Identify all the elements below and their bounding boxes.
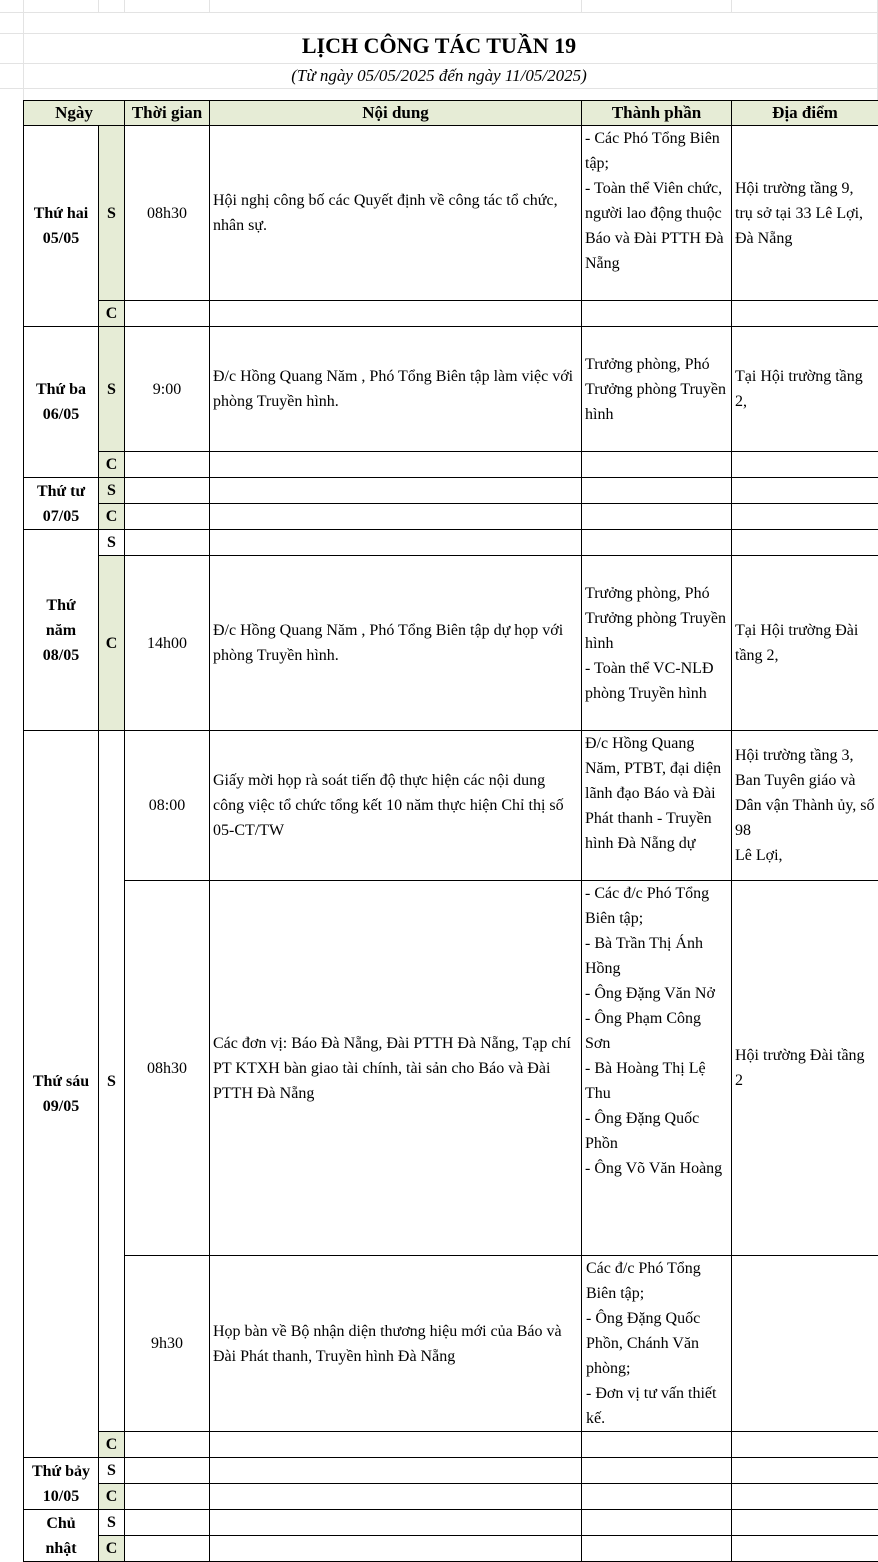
time-cell: 9:00 — [125, 327, 210, 452]
participants-cell — [582, 1432, 732, 1458]
location-cell: Tại Hội trường Đài tầng 2, — [732, 556, 878, 731]
content-cell — [210, 478, 582, 504]
location-cell — [732, 1256, 878, 1432]
sheet-gridline — [0, 63, 878, 64]
table-row — [24, 1432, 878, 1458]
location-cell — [732, 1432, 878, 1458]
location-cell — [732, 504, 878, 530]
table-row — [24, 1536, 878, 1562]
schedule-table — [23, 100, 878, 1562]
content-cell — [210, 1484, 582, 1510]
location-cell — [732, 1458, 878, 1484]
sheet-gridline — [0, 12, 878, 13]
table-row — [24, 504, 878, 530]
content-cell: Các đơn vị: Báo Đà Nẵng, Đài PTTH Đà Nẵng, Tạp chí PT KTXH bàn giao tài chính, tài sản cho Báo và Đài PTTH Đà Nẵng — [210, 881, 582, 1256]
location-cell — [732, 301, 878, 327]
table-row — [24, 452, 878, 478]
participants-cell — [582, 478, 732, 504]
day-cell-monday: Thứ hai 05/05 — [24, 126, 99, 327]
location-cell — [732, 478, 878, 504]
participants-cell — [582, 301, 732, 327]
content-cell — [210, 1432, 582, 1458]
time-cell: 08:00 — [125, 731, 210, 881]
content-cell: Đ/c Hồng Quang Năm , Phó Tổng Biên tập làm việc với phòng Truyền hình. — [210, 327, 582, 452]
time-cell — [125, 478, 210, 504]
participants-cell: Đ/c Hồng Quang Năm, PTBT, đại diện lãnh đạo Báo và Đài Phát thanh - Truyền hình Đà Nẵng dự — [582, 731, 732, 881]
participants-cell: - Các Phó Tổng Biên tập; - Toàn thể Viên chức, người lao động thuộc Báo và Đài PTTH Đà Nẵng — [582, 126, 732, 301]
content-cell: Giấy mời họp rà soát tiến độ thực hiện các nội dung công việc tổ chức tổng kết 10 năm thực hiện Chỉ thị số 05-CT/TW — [210, 731, 582, 881]
sheet-gridline — [581, 0, 582, 12]
participants-cell — [582, 1536, 732, 1562]
column-header-content: Nội dung — [210, 101, 582, 126]
content-cell — [210, 504, 582, 530]
participants-cell — [582, 530, 732, 556]
location-cell: Hội trường tầng 9, trụ sở tại 33 Lê Lợi, Đà Nẵng — [732, 126, 878, 301]
content-cell — [210, 1458, 582, 1484]
participants-cell — [582, 1510, 732, 1536]
table-row — [24, 1256, 878, 1432]
table-row — [24, 301, 878, 327]
time-cell — [125, 452, 210, 478]
time-cell — [125, 1510, 210, 1536]
participants-cell — [582, 504, 732, 530]
sheet-gridline — [209, 0, 210, 12]
sheet-gridline — [731, 0, 732, 12]
participants-cell: - Các đ/c Phó Tổng Biên tập; - Bà Trần Thị Ánh Hồng - Ông Đặng Văn Nở - Ông Phạm Công Sơn - Bà Hoàng Thị Lệ Thu - Ông Đặng Quốc Phồn - Ông Võ Văn Hoàng — [582, 881, 732, 1256]
day-cell-friday: Thứ sáu 09/05 — [24, 731, 99, 1458]
sheet-gridline — [98, 0, 99, 12]
sheet-gridline — [0, 88, 878, 89]
table-row — [24, 881, 878, 1256]
column-header-time: Thời gian — [125, 101, 210, 126]
content-cell: Họp bàn về Bộ nhận diện thương hiệu mới của Báo và Đài Phát thanh, Truyền hình Đà Nẵng — [210, 1256, 582, 1432]
location-cell: Tại Hội trường tầng 2, — [732, 327, 878, 452]
content-cell: Hội nghị công bố các Quyết định về công tác tổ chức, nhân sự. — [210, 126, 582, 301]
session-cell: C — [99, 1536, 125, 1562]
time-cell — [125, 1458, 210, 1484]
session-cell: S — [99, 1458, 125, 1484]
session-cell: C — [99, 556, 125, 731]
table-row — [24, 126, 878, 301]
session-cell: C — [99, 1484, 125, 1510]
table-row — [24, 1458, 878, 1484]
table-row — [24, 731, 878, 881]
participants-cell: Các đ/c Phó Tổng Biên tập; - Ông Đặng Quốc Phồn, Chánh Văn phòng; - Đơn vị tư vấn thiết kế. — [582, 1256, 732, 1432]
location-cell — [732, 452, 878, 478]
session-cell: C — [99, 452, 125, 478]
table-row — [24, 327, 878, 452]
session-cell: S — [99, 530, 125, 556]
day-cell-sunday: Chủ nhật — [24, 1510, 99, 1562]
table-row — [24, 478, 878, 504]
session-cell: S — [99, 731, 125, 1432]
date-range-subtitle: (Từ ngày 05/05/2025 đến ngày 11/05/2025) — [0, 66, 878, 86]
page-title: LỊCH CÔNG TÁC TUẦN 19 — [0, 33, 878, 59]
column-header-participants: Thành phần — [582, 101, 732, 126]
content-cell — [210, 1510, 582, 1536]
session-cell: S — [99, 1510, 125, 1536]
participants-cell — [582, 1484, 732, 1510]
participants-cell: Trưởng phòng, Phó Trưởng phòng Truyền hình - Toàn thể VC-NLĐ phòng Truyền hình — [582, 556, 732, 731]
location-cell — [732, 1510, 878, 1536]
time-cell — [125, 1432, 210, 1458]
session-cell: S — [99, 126, 125, 301]
session-cell: C — [99, 301, 125, 327]
table-row — [24, 530, 878, 556]
session-cell: C — [99, 504, 125, 530]
time-cell — [125, 504, 210, 530]
column-header-location: Địa điểm — [732, 101, 878, 126]
header-row — [24, 101, 878, 126]
table-row — [24, 556, 878, 731]
sheet-gridline — [124, 0, 125, 12]
location-cell: Hội trường tầng 3, Ban Tuyên giáo và Dân vận Thành ủy, số 98 Lê Lợi, — [732, 731, 878, 881]
session-cell: C — [99, 1432, 125, 1458]
day-cell-tuesday: Thứ ba 06/05 — [24, 327, 99, 478]
table-row — [24, 1484, 878, 1510]
location-cell — [732, 1484, 878, 1510]
table-row — [24, 1510, 878, 1536]
column-header-day: Ngày — [24, 101, 125, 126]
location-cell — [732, 1536, 878, 1562]
participants-cell — [582, 452, 732, 478]
day-cell-saturday: Thứ bảy 10/05 — [24, 1458, 99, 1510]
location-cell — [732, 530, 878, 556]
time-cell — [125, 1536, 210, 1562]
location-cell: Hội trường Đài tầng 2 — [732, 881, 878, 1256]
time-cell: 08h30 — [125, 126, 210, 301]
content-cell — [210, 1536, 582, 1562]
time-cell — [125, 1484, 210, 1510]
day-cell-thursday: Thứ năm 08/05 — [24, 530, 99, 731]
participants-cell — [582, 1458, 732, 1484]
time-cell — [125, 301, 210, 327]
session-cell: S — [99, 327, 125, 452]
time-cell — [125, 530, 210, 556]
day-cell-wednesday: Thứ tư 07/05 — [24, 478, 99, 530]
content-cell: Đ/c Hồng Quang Năm , Phó Tổng Biên tập dự họp với phòng Truyền hình. — [210, 556, 582, 731]
content-cell — [210, 301, 582, 327]
time-cell: 14h00 — [125, 556, 210, 731]
session-cell: S — [99, 478, 125, 504]
participants-cell: Trưởng phòng, Phó Trưởng phòng Truyền hình — [582, 327, 732, 452]
content-cell — [210, 452, 582, 478]
time-cell: 08h30 — [125, 881, 210, 1256]
content-cell — [210, 530, 582, 556]
time-cell: 9h30 — [125, 1256, 210, 1432]
